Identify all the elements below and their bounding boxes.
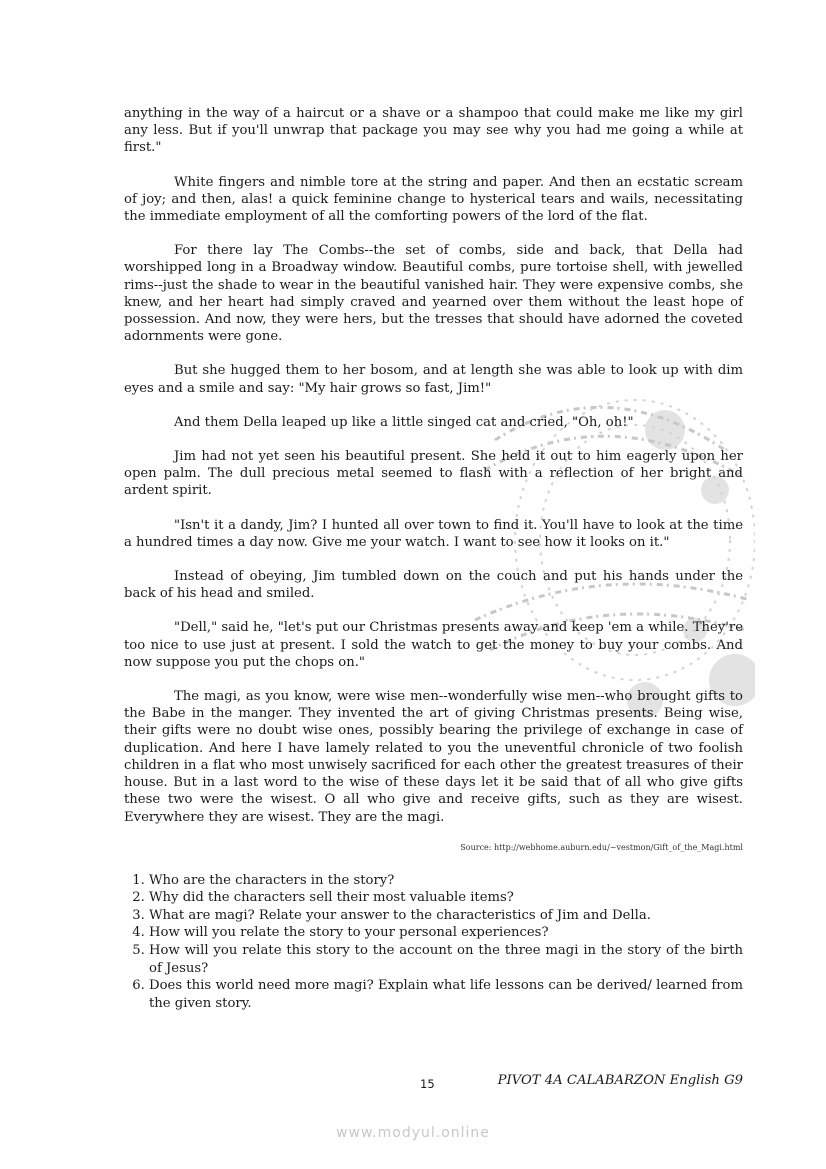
story-paragraph-7: "Isn't it a dandy, Jim? I hunted all over town to find it. You'll have to look at the time a hundred times a day now. Give me your watch. I want to see how it looks on it." bbox=[124, 517, 743, 550]
page-number: 15 bbox=[420, 1077, 435, 1091]
site-watermark: www.modyul.online bbox=[336, 1125, 490, 1141]
story-paragraph-9: "Dell," said he, "let's put our Christmas presents away and keep 'em a while. They're too nice to use just at present. I sold the watch to get the money to buy your combs. And now suppose you put the chops on." bbox=[124, 620, 743, 670]
story-content bbox=[124, 105, 743, 1012]
story-paragraph-5: And them Della leaped up like a little singed cat and cried, "Oh, oh!" bbox=[174, 414, 634, 430]
question-item: 6. Does this world need more magi? Explain what life lessons can be derived/ learned from the given story. bbox=[149, 977, 743, 1012]
story-paragraph-3: For there lay The Combs--the set of combs, side and back, that Della had worshipped long in a Broadway window. Beautiful combs, pure tortoise shell, with jewelled rims--just the shade to wear in the beautiful vanished hair. They were expensive combs, she knew, and her heart had simply craved and yearned over them without the least hope of possession. And now, they were hers, but the tresses that should have adorned the coveted adornments were gone. bbox=[124, 243, 743, 345]
story-paragraph-2: White fingers and nimble tore at the string and paper. And then an ecstatic scream of joy; and then, alas! a quick feminine change to hysterical tears and wails, necessitating the immediate employment of all the comforting powers of the lord of the flat. bbox=[124, 174, 743, 225]
story-paragraph-10: The magi, as you know, were wise men--wonderfully wise men--who brought gifts to the Babe in the manger. They invented the art of giving Christmas presents. Being wise, their gifts were no doubt wise ones, possibly bearing the privilege of exchange in case of duplication. And here I have lamely related to you the uneventful chronicle of two foolish children in a flat who most unwisely sacrificed for each other the greatest treasures of their house. But in a last word to the wise of these days let it be said that of all who give gifts these two were the wisest. O all who give and receive gifts, such as they are wisest. Everywhere they are wisest. They are the magi. bbox=[124, 689, 743, 825]
question-item: 3. What are magi? Relate your answer to the characteristics of Jim and Della. bbox=[149, 907, 743, 925]
story-paragraph-4: But she hugged them to her bosom, and at length she was able to look up with dim eyes and a smile and say: "My hair grows so fast, Jim!" bbox=[124, 363, 743, 396]
question-item: 2. Why did the characters sell their most valuable items? bbox=[149, 889, 743, 907]
source-citation: Source: http://webhome.auburn.edu/~vestmon/Gift_of_the_Magi.html bbox=[460, 842, 743, 852]
footer-title: PIVOT 4A CALABARZON English G9 bbox=[497, 1073, 743, 1088]
question-item: 1. Who are the characters in the story? bbox=[149, 872, 743, 890]
questions-list bbox=[124, 872, 743, 1013]
question-item: 5. How will you relate this story to the account on the three magi in the story of the birth of Jesus? bbox=[149, 942, 743, 977]
story-paragraph-8: Instead of obeying, Jim tumbled down on the couch and put his hands under the back of his head and smiled. bbox=[124, 569, 743, 602]
story-paragraph-1: anything in the way of a haircut or a shave or a shampoo that could make me like my girl any less. But if you'll unwrap that package you may see why you had me going a while at first." bbox=[124, 106, 743, 156]
question-item: 4. How will you relate the story to your personal experiences? bbox=[149, 924, 743, 942]
story-paragraph-6: Jim had not yet seen his beautiful present. She held it out to him eagerly upon her open palm. The dull precious metal seemed to flash with a reflection of her bright and ardent spirit. bbox=[124, 449, 743, 499]
